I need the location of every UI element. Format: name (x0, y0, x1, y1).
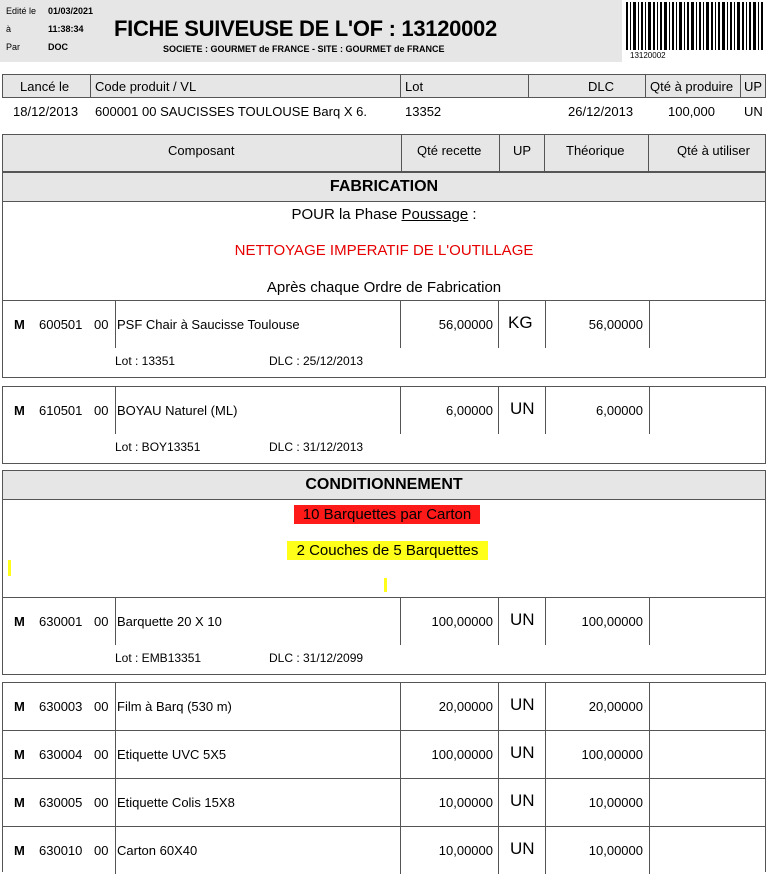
row-dlc: DLC : 31/12/2013 (269, 440, 364, 454)
col-up: UP (744, 79, 763, 94)
edited-time: 11:38:34 (48, 24, 84, 34)
barcode-image (626, 2, 764, 50)
table-row (2, 826, 766, 872)
row-vl: 00 (94, 795, 109, 810)
col-component: Composant (168, 143, 235, 158)
col-product-code: Code produit / VL (95, 79, 197, 94)
lot-value: 13352 (405, 104, 442, 119)
table-row (2, 386, 766, 434)
phase-instruction (0, 206, 768, 223)
row-vl: 00 (94, 614, 109, 629)
order-info-table (2, 74, 766, 124)
row-recipe-qty: 100,00000 (431, 747, 493, 762)
row-label: Etiquette UVC 5X5 (117, 747, 227, 762)
table-row (2, 682, 766, 730)
row-theoretical: 20,00000 (588, 699, 643, 714)
row-unit: UN (510, 399, 535, 418)
row-label: BOYAU Naturel (ML) (117, 403, 238, 418)
row-label: PSF Chair à Saucisse Toulouse (117, 317, 300, 332)
row-type: M (14, 317, 25, 332)
row-label: Etiquette Colis 15X8 (117, 795, 235, 810)
row-vl: 00 (94, 699, 109, 714)
at-label: à (6, 24, 12, 34)
page-subtitle: SOCIETE : GOURMET de FRANCE - SITE : GOURMET de FRANCE (163, 44, 445, 54)
col-dlc: DLC (588, 79, 615, 94)
lot-row (2, 348, 766, 378)
row-code: 610501 (39, 403, 83, 418)
layers-text: 2 Couches de 5 Barquettes (287, 541, 488, 560)
row-vl: 00 (94, 317, 109, 332)
row-code: 630010 (39, 843, 83, 858)
row-recipe-qty: 10,00000 (438, 795, 493, 810)
row-type: M (14, 747, 25, 762)
table-row (2, 300, 766, 348)
dlc-value: 26/12/2013 (568, 104, 634, 119)
row-type: M (14, 843, 25, 858)
col-launched: Lancé le (20, 79, 70, 94)
row-recipe-qty: 56,00000 (438, 317, 493, 332)
lot-row (2, 434, 766, 464)
row-theoretical: 10,00000 (588, 843, 643, 858)
row-vl: 00 (94, 747, 109, 762)
row-code: 600501 (39, 317, 83, 332)
edited-label: Edité le (6, 6, 37, 16)
row-unit: KG (508, 313, 533, 332)
cartons-instruction (294, 505, 480, 524)
barcode-number: 13120002 (630, 51, 666, 60)
lot-row (2, 645, 766, 675)
document-header (0, 0, 622, 62)
row-type: M (14, 614, 25, 629)
row-code: 630004 (39, 747, 83, 762)
col-lot: Lot (405, 79, 424, 94)
by-value: DOC (48, 42, 68, 52)
row-unit: UN (510, 791, 535, 810)
up-value: UN (744, 104, 763, 119)
row-theoretical: 100,00000 (581, 747, 643, 762)
edited-date: 01/03/2021 (48, 6, 94, 16)
row-label: Carton 60X40 (117, 843, 198, 858)
row-theoretical: 10,00000 (588, 795, 643, 810)
row-dlc: DLC : 31/12/2099 (269, 651, 364, 665)
row-vl: 00 (94, 403, 109, 418)
row-code: 630003 (39, 699, 83, 714)
row-recipe-qty: 10,00000 (438, 843, 493, 858)
row-vl: 00 (94, 843, 109, 858)
table-row (2, 597, 766, 645)
row-unit: UN (510, 695, 535, 714)
col-qty-to-use: Qté à utiliser (677, 143, 750, 158)
row-recipe-qty: 100,00000 (431, 614, 493, 629)
row-type: M (14, 795, 25, 810)
yellow-marker (8, 560, 11, 576)
phase-suffix: : (468, 206, 477, 223)
row-recipe-qty: 20,00000 (438, 699, 493, 714)
phase-prefix: POUR la Phase (291, 206, 402, 223)
row-recipe-qty: 6,00000 (446, 403, 493, 418)
section-conditionnement: CONDITIONNEMENT (2, 470, 766, 500)
page-title: FICHE SUIVEUSE DE L'OF : 13120002 (114, 16, 497, 41)
yellow-marker (384, 578, 387, 592)
by-label: Par (6, 42, 21, 52)
qty-to-produce-value: 100,000 (668, 104, 715, 119)
table-row (2, 730, 766, 778)
row-lot: Lot : 13351 (115, 354, 176, 368)
layers-instruction (287, 541, 488, 560)
cleaning-note: Après chaque Ordre de Fabrication (266, 279, 502, 296)
row-label: Barquette 20 X 10 (117, 614, 222, 629)
cleaning-warning: NETTOYAGE IMPERATIF DE L'OUTILLAGE (234, 242, 534, 259)
table-row (2, 778, 766, 826)
row-unit: UN (510, 743, 535, 762)
components-header-row (2, 134, 766, 172)
product-code: 600001 00 SAUCISSES TOULOUSE Barq X 6. (95, 104, 367, 119)
col-qty-to-produce: Qté à produire (650, 79, 734, 94)
row-unit: UN (510, 839, 535, 858)
row-code: 630005 (39, 795, 83, 810)
row-code: 630001 (39, 614, 83, 629)
col-recipe-qty: Qté recette (417, 143, 482, 158)
launched-date: 18/12/2013 (13, 104, 79, 119)
row-theoretical: 56,00000 (588, 317, 643, 332)
cartons-text: 10 Barquettes par Carton (294, 505, 480, 524)
col-theoretical: Théorique (566, 143, 625, 158)
row-label: Film à Barq (530 m) (117, 699, 232, 714)
row-unit: UN (510, 610, 535, 629)
phase-name: Poussage (401, 206, 469, 223)
row-theoretical: 6,00000 (596, 403, 643, 418)
row-type: M (14, 403, 25, 418)
row-lot: Lot : BOY13351 (115, 440, 201, 454)
col-unit: UP (513, 143, 532, 158)
row-theoretical: 100,00000 (581, 614, 643, 629)
row-dlc: DLC : 25/12/2013 (269, 354, 364, 368)
row-type: M (14, 699, 25, 714)
row-lot: Lot : EMB13351 (115, 651, 202, 665)
section-fabrication: FABRICATION (2, 172, 766, 202)
